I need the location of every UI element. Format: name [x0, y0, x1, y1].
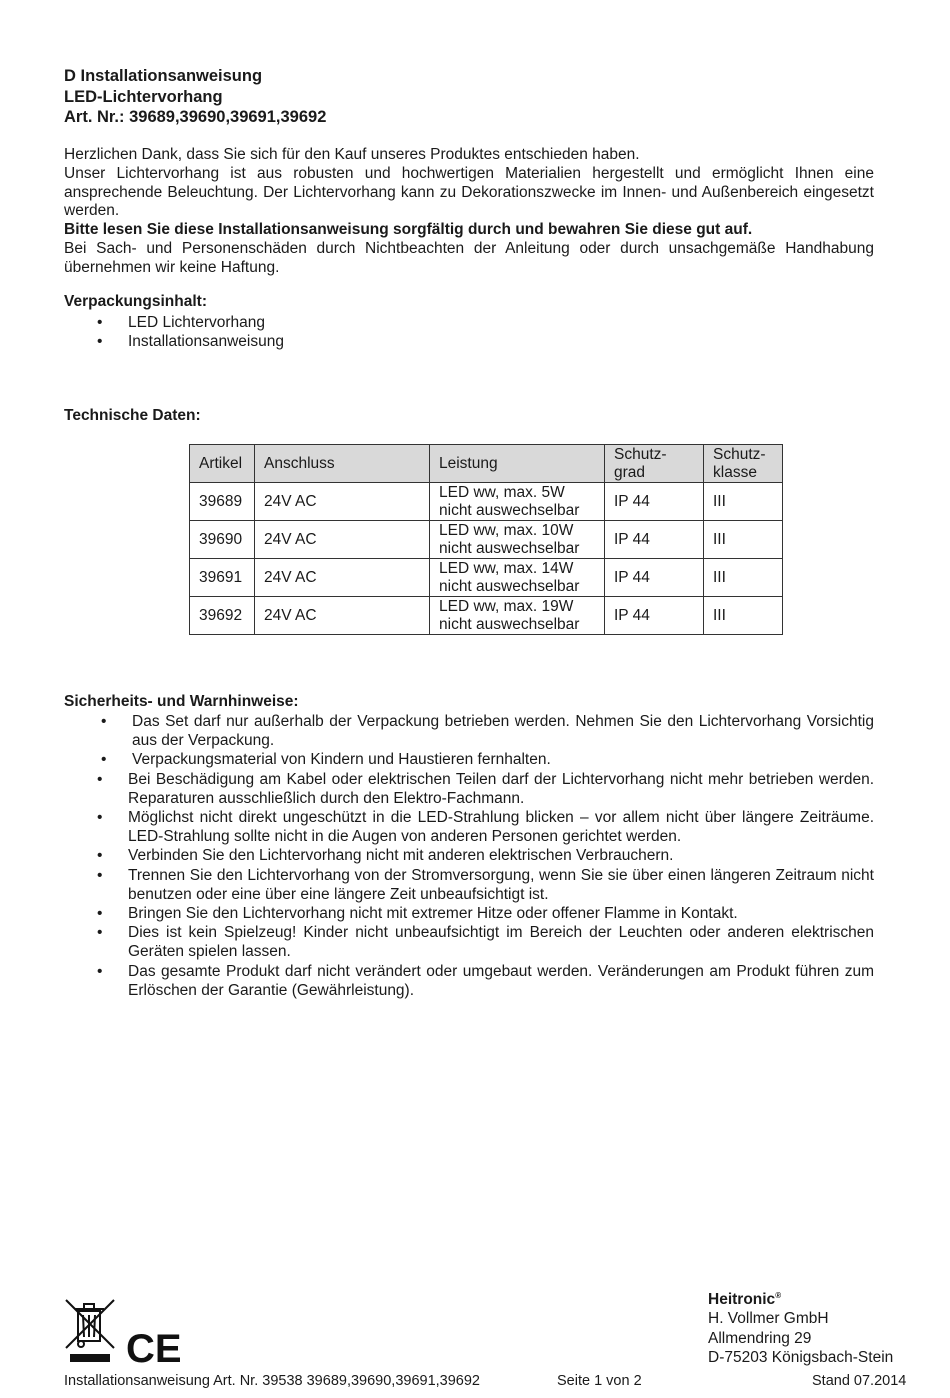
- company-name: Heitronic®: [708, 1291, 782, 1309]
- list-item: • Verpackungsmaterial von Kindern und Haustieren fernhalten.: [101, 751, 551, 769]
- ce-mark-icon: CE: [126, 1327, 182, 1368]
- list-item: • Trennen Sie den Lichtervorhang von der Stromversorgung, wenn Sie sie über einen längeren Zeitraum nicht benutzen oder eine über eine längere Zeit unbeaufsichtigt ist.: [97, 866, 874, 903]
- safety-heading: Sicherheits- und Warnhinweise:: [64, 693, 299, 710]
- table-row: [190, 559, 783, 597]
- cell-leistung: LED ww, max. 14W nicht auswechselbar: [430, 559, 605, 597]
- cell-schutzklasse: III: [704, 597, 783, 635]
- table-header-row: [190, 445, 783, 483]
- cell-schutzklasse: III: [704, 483, 783, 521]
- cell-schutzgrad: IP 44: [605, 597, 704, 635]
- col-header-schutzklasse: Schutz- klasse: [704, 445, 783, 483]
- col-header-leistung: Leistung: [430, 445, 605, 483]
- list-item: • LED Lichtervorhang: [97, 314, 265, 331]
- package-heading: Verpackungsinhalt:: [64, 293, 207, 310]
- footer-icons: [64, 1298, 184, 1373]
- cell-artikel: 39689: [190, 483, 255, 521]
- list-item: • Verbinden Sie den Lichtervorhang nicht mit anderen elektrischen Verbrauchern.: [97, 847, 674, 865]
- cell-artikel: 39692: [190, 597, 255, 635]
- cell-anschluss: 24V AC: [255, 483, 430, 521]
- cell-leistung: LED ww, max. 10W nicht auswechselbar: [430, 521, 605, 559]
- list-item: • Das Set darf nur außerhalb der Verpackung betrieben werden. Nehmen Sie den Lichtervorhang Vorsichtig aus der Verpackung.: [101, 713, 874, 750]
- list-item: • Dies ist kein Spielzeug! Kinder nicht unbeaufsichtigt im Bereich der Leuchten oder anderen elektrischen Geräten spielen lassen.: [97, 924, 874, 961]
- safety-list: [64, 712, 874, 1000]
- col-header-artikel: Artikel: [190, 445, 255, 483]
- bullet-icon: •: [97, 924, 103, 942]
- footer-page-number: Seite 1 von 2: [557, 1373, 642, 1389]
- bullet-icon: •: [97, 962, 103, 980]
- symbols-svg: [64, 1298, 184, 1368]
- title-line-3: Art. Nr.: 39689,39690,39691,39692: [64, 108, 327, 126]
- list-item: • Bringen Sie den Lichtervorhang nicht mit extremer Hitze oder offener Flamme in Kontakt.: [97, 905, 738, 923]
- cell-anschluss: 24V AC: [255, 597, 430, 635]
- package-list: [64, 313, 874, 351]
- intro-description: Unser Lichtervorhang ist aus robusten und hochwertigen Materialien hergestellt und ermöglicht Ihnen eine ansprechende Beleuchtung. Der Lichtervorhang kann zu Dekorationszwecke im Innen- und Außenbereich eingesetzt werden.: [64, 164, 874, 220]
- intro-section: [64, 146, 874, 278]
- company-line-3: D-75203 Königsbach-Stein: [708, 1348, 894, 1366]
- table-row: [190, 521, 783, 559]
- cell-anschluss: 24V AC: [255, 559, 430, 597]
- tech-data-table: [189, 444, 783, 635]
- tech-heading: Technische Daten:: [64, 407, 201, 424]
- company-line-1: H. Vollmer GmbH: [708, 1310, 829, 1328]
- bullet-icon: •: [97, 847, 103, 865]
- company-address: [708, 1286, 893, 1367]
- intro-read-notice: Bitte lesen Sie diese Installationsanweisung sorgfältig durch und bewahren Sie diese gut auf.: [64, 221, 753, 239]
- title-line-2: LED-Lichtervorhang: [64, 87, 223, 106]
- cell-schutzklasse: III: [704, 521, 783, 559]
- cell-schutzgrad: IP 44: [605, 559, 704, 597]
- cell-schutzgrad: IP 44: [605, 521, 704, 559]
- list-item: • Möglichst nicht direkt ungeschützt in die LED-Strahlung blicken – vor allem nicht über längere Zeiträume. LED-Strahlung sollte nicht in die Augen von anderen Personen gerichtet werden.: [97, 809, 874, 846]
- col-header-schutzgrad: Schutz- grad: [605, 445, 704, 483]
- cell-leistung: LED ww, max. 19W nicht auswechselbar: [430, 597, 605, 635]
- list-item: • Bei Beschädigung am Kabel oder elektrischen Teilen darf der Lichtervorhang nicht mehr betrieben werden. Reparaturen ausschließlich durch den Elektro-Fachmann.: [97, 770, 874, 807]
- bullet-icon: •: [97, 905, 103, 923]
- intro-liability: Bei Sach- und Personenschäden durch Nichtbeachten der Anleitung oder durch unsachgemäße Handhabung übernehmen wir keine Haftung.: [64, 239, 874, 276]
- footer-document-ref: Installationsanweisung Art. Nr. 39538 39689,39690,39691,39692: [64, 1373, 480, 1389]
- company-line-2: Allmendring 29: [708, 1329, 812, 1347]
- bullet-icon: •: [97, 866, 103, 884]
- cell-leistung: LED ww, max. 5W nicht auswechselbar: [430, 483, 605, 521]
- list-item: • Das gesamte Produkt darf nicht verändert oder umgebaut werden. Veränderungen am Produkt führen zum Erlöschen der Garantie (Gewährleistung).: [97, 962, 874, 999]
- bullet-icon: •: [97, 770, 103, 788]
- cell-artikel: 39690: [190, 521, 255, 559]
- cell-artikel: 39691: [190, 559, 255, 597]
- title-line-1: D Installationsanweisung: [64, 67, 263, 85]
- table-row: [190, 597, 783, 635]
- cell-schutzgrad: IP 44: [605, 483, 704, 521]
- col-header-anschluss: Anschluss: [255, 445, 430, 483]
- cell-anschluss: 24V AC: [255, 521, 430, 559]
- intro-thanks: Herzlichen Dank, dass Sie sich für den Kauf unseres Produktes entschieden haben.: [64, 146, 640, 163]
- list-item: • Installationsanweisung: [97, 333, 284, 351]
- table-row: [190, 483, 783, 521]
- bullet-icon: •: [97, 809, 103, 827]
- bullet-icon: •: [101, 713, 107, 730]
- crossed-out-wheelie-bin-icon: [66, 1300, 114, 1362]
- bullet-icon: •: [97, 314, 103, 331]
- footer-date: Stand 07.2014: [812, 1373, 907, 1389]
- cell-schutzklasse: III: [704, 559, 783, 597]
- bullet-icon: •: [97, 333, 103, 351]
- document-title: [64, 66, 326, 128]
- bullet-icon: •: [101, 751, 107, 769]
